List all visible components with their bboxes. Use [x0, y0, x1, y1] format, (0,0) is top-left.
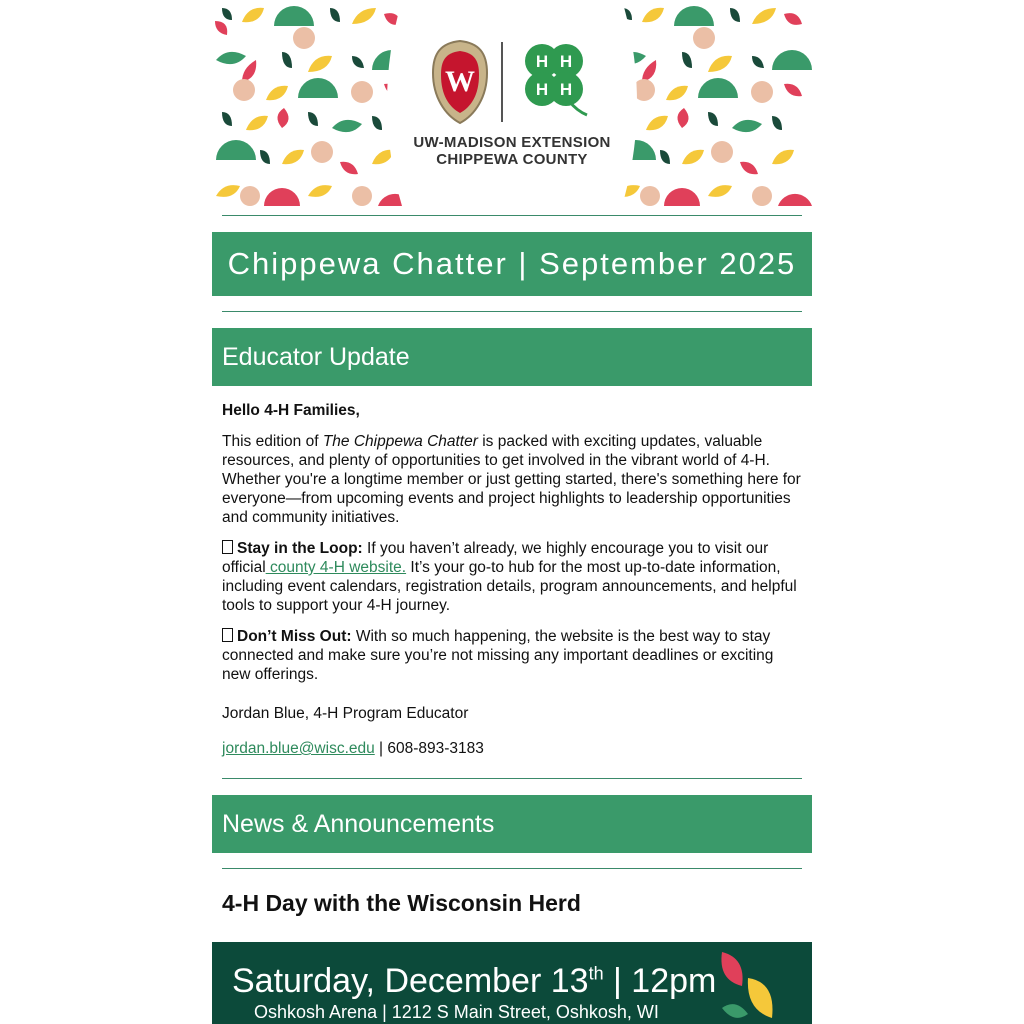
event-location: Oshkosh Arena | 1212 S Main Street, Oshkosh, WI [254, 1002, 659, 1022]
decorative-leaves-icon [712, 948, 782, 1024]
contact-line [222, 739, 802, 758]
event-flyer-image [212, 942, 812, 1024]
dont-miss-out-text: With so much happening, the website is the best way to stay connected and make sure you’re not missing any important deadlines or exciting new offerings. [222, 628, 774, 683]
clover-letter-4: H [559, 80, 573, 99]
greeting: Hello 4-H Families, [222, 402, 360, 419]
clover-letter-2: H [559, 52, 573, 71]
clover-letter-1: H [535, 52, 549, 71]
header-banner [212, 0, 812, 206]
divider-rule [222, 215, 802, 216]
educator-phone: | 608-893-3183 [374, 740, 484, 757]
bullet-icon [222, 540, 233, 554]
news-announcements-heading: News & Announcements [212, 795, 812, 853]
decorative-pattern-right [612, 0, 812, 206]
intro-paragraph [222, 432, 802, 527]
extension-name-line-1: UW-MADISON EXTENSION [413, 134, 611, 151]
uw-crest-icon [431, 39, 489, 125]
divider-rule [222, 868, 802, 869]
dont-miss-out-paragraph [222, 627, 802, 684]
four-h-clover-icon [515, 39, 593, 125]
decorative-pattern-left [212, 0, 412, 206]
event-time: | 12pm [603, 962, 717, 1000]
stay-in-loop-text: If you haven’t already, we highly encourage you to visit our official [222, 540, 769, 576]
educator-update-body [212, 401, 812, 758]
article-title: 4-H Day with the Wisconsin Herd [222, 890, 581, 916]
clover-letter-3: H [535, 80, 549, 99]
logo-divider [501, 42, 503, 122]
educator-update-heading: Educator Update [212, 328, 812, 386]
uw-logo-letter: W [445, 65, 475, 98]
extension-logo [412, 36, 612, 168]
intro-prefix: This edition of [222, 433, 323, 450]
signature: Jordan Blue, 4-H Program Educator [222, 705, 469, 722]
stay-in-loop-paragraph [222, 539, 802, 615]
bullet-icon [222, 628, 233, 642]
event-date-suffix: th [588, 963, 604, 984]
stay-in-loop-label: Stay in the Loop: [237, 540, 363, 557]
newsletter-title: Chippewa Chatter | September 2025 [212, 232, 812, 296]
event-date: Saturday, December 13 [232, 962, 589, 1000]
event-date-time [232, 962, 716, 1001]
stay-in-loop-text-after: It’s your go-to hub for the most up-to-date information, including event calendars, registration details, program announcements, and helpful tools to support your 4-H journey. [222, 559, 797, 614]
educator-email-link[interactable]: jordan.blue@wisc.edu [222, 740, 375, 757]
intro-text: is packed with exciting updates, valuable resources, and plenty of opportunities to get involved in the vibrant world of 4-H. Whether you're a longtime member or just getting started, there's something here for everyone—from upcoming events and project highlights to leadership opportunities and community initiatives. [222, 433, 801, 526]
divider-rule [222, 778, 802, 779]
county-website-link[interactable]: county 4-H website. [265, 559, 407, 576]
newsletter-email [212, 0, 812, 1024]
newsletter-name: The Chippewa Chatter [322, 433, 478, 450]
dont-miss-out-label: Don’t Miss Out: [237, 628, 352, 645]
divider-rule [222, 311, 802, 312]
extension-name-line-2: CHIPPEWA COUNTY [436, 151, 588, 168]
